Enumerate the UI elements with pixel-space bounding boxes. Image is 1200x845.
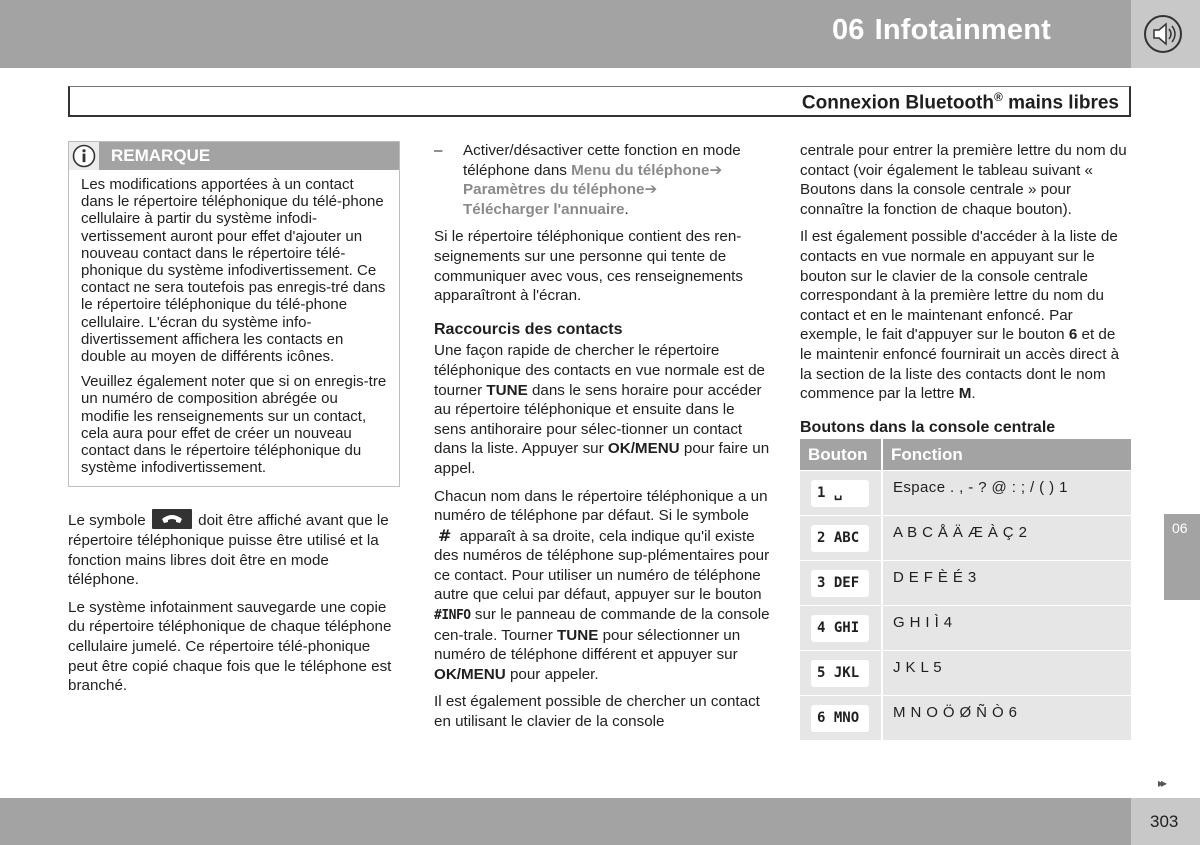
- note-body: [69, 170, 399, 486]
- text: sur le panneau de commande de la console cen-trale. Tourner: [434, 606, 770, 644]
- chapter-tab[interactable]: [1164, 514, 1200, 600]
- paragraph: centrale pour entrer la première lettre du nom du contact (voir également le tableau suivant « Boutons dans la console centrale » pour connaître la fonction de chaque bouton).: [800, 142, 1127, 218]
- note-paragraph: Les modifications apportées à un contact dans le répertoire téléphonique du télé-phone cellulaire à partir du système infodi-vertissement auront pour effet d'ajouter un nouveau contact dans le répertoire télé-phonique du système infodivertissement. Ce contact ne sera toutefois pas enregis-tré dans le répertoire téléphonique du télé-phone cellulaire. L'écran du système info-divertissement affichera les contacts en double au moyen de différents icônes.: [81, 176, 386, 366]
- button-cell: [800, 605, 882, 650]
- page-number: 303: [1150, 812, 1179, 831]
- keypad-key-6: 6 MNO: [811, 705, 869, 732]
- paragraph: [434, 487, 770, 685]
- column-1: [68, 141, 400, 704]
- chapter-number: 06: [831, 14, 865, 46]
- paragraph: [434, 341, 770, 478]
- column-header-function: Fonction: [882, 439, 1131, 470]
- keypad-key-5: 5 JKL: [811, 660, 869, 687]
- text: pour faire un appel.: [434, 440, 770, 477]
- function-cell: Espace . , - ? @ : ; / ( ) 1: [882, 470, 1131, 515]
- tune-term: TUNE: [556, 626, 599, 644]
- section-title-end: mains libres: [1002, 92, 1119, 114]
- table-heading: Boutons dans la console centrale: [800, 418, 1056, 436]
- tune-term: TUNE: [486, 381, 528, 399]
- info-icon: [72, 144, 96, 168]
- table-row: [800, 650, 1131, 695]
- hash-icon: #: [438, 525, 452, 545]
- text: Chacun nom dans le répertoire téléphonique a un numéro de téléphone par défaut. Si le symbole: [434, 487, 768, 525]
- text: Une façon rapide de chercher le répertoire téléphonique des contacts en vue normale est de tourner: [434, 342, 765, 399]
- keypad-key-2: 2 ABC: [811, 525, 869, 552]
- menu-path-2: Paramètres du téléphone: [463, 181, 645, 199]
- period: .: [624, 200, 629, 218]
- table-row: [800, 605, 1131, 650]
- letter-m-term: M: [958, 385, 972, 403]
- function-cell: M N O Ö Ø Ñ Ò 6: [882, 695, 1131, 740]
- paragraph: Si le répertoire téléphonique contient des ren-seignements sur une personne qui tente de communiquer avec vous, ces renseignements apparaîtront à l'écran.: [434, 228, 743, 305]
- section-title-main: Connexion Bluetooth: [801, 92, 994, 114]
- note-box: [68, 141, 400, 487]
- table-row: [800, 470, 1131, 515]
- section-header: [68, 86, 1131, 117]
- info-button-icon: #INFO: [434, 608, 471, 624]
- list-item: [434, 141, 770, 219]
- chapter-icon-box: [1131, 0, 1200, 68]
- text: pour appeler.: [509, 665, 599, 683]
- button-cell: [800, 695, 882, 740]
- text: pour sélectionner un numéro de téléphone différent et appuyer sur: [434, 626, 741, 664]
- keypad-key-1: 1 ␣: [811, 480, 869, 507]
- list-item-text: Activer/désactiver cette fonction en mode téléphone dans: [463, 142, 741, 179]
- section-title: [802, 90, 1119, 114]
- function-cell: J K L 5: [882, 650, 1131, 695]
- text: apparaît à sa droite, cela indique qu'il existe des numéros de téléphone sup-plémentaires pour ce contact. Pour utiliser un numéro de téléphone autre que celui par défaut, appuyer sur le bouton: [434, 527, 770, 604]
- okmenu-term: OK/MENU: [434, 665, 506, 683]
- note-paragraph: Veuillez également noter que si on enregis-tre un numéro de composition abrégée ou modifie les renseignements sur un contact, cela aura pour effet de créer un nouveau contact dans le répertoire téléphonique du système infodivertissement.: [81, 373, 387, 477]
- chapter-header-bar: [0, 0, 1131, 68]
- symbol-paragraph: [68, 509, 400, 589]
- table-row: [800, 695, 1131, 740]
- table-row: [800, 560, 1131, 605]
- paragraph: Le système infotainment sauvegarde une copie du répertoire téléphonique de chaque téléphone cellulaire jumelé. Ce répertoire télé-phonique peut être copié chaque fois que le téléphone est branché.: [68, 598, 392, 695]
- function-cell: D E F È É 3: [882, 560, 1131, 605]
- chapter-title: [832, 14, 1051, 47]
- column-2: [434, 141, 770, 740]
- symbol-text-before: Le symbole: [68, 512, 146, 530]
- button-cell: [800, 650, 882, 695]
- chapter-name: Infotainment: [874, 14, 1051, 46]
- footer-bar: [0, 798, 1131, 845]
- note-header: [69, 142, 399, 170]
- table-header-row: [800, 439, 1131, 470]
- paragraph: [800, 227, 1131, 403]
- registered-mark: ®: [993, 90, 1003, 104]
- subheading-shortcuts: Raccourcis des contacts: [434, 320, 623, 338]
- text: .: [971, 385, 976, 403]
- text: et de le maintenir enfoncé fournirait un accès direct à la section de la liste des contacts dont le nom commence par la lettre: [800, 326, 1120, 403]
- info-icon-box: [69, 142, 99, 170]
- paragraph: Il est également possible de chercher un contact en utilisant le clavier de la console: [434, 693, 760, 731]
- function-cell: A B C Å Ä Æ À Ç 2: [882, 515, 1131, 560]
- buttons-table: [800, 439, 1131, 741]
- arrow-right-icon: ➔: [644, 181, 658, 199]
- menu-path-1: Menu du téléphone: [571, 161, 710, 179]
- keypad-key-3: 3 DEF: [811, 570, 869, 597]
- continue-arrows-icon: ▸▸: [1158, 776, 1165, 790]
- dash-bullet: –: [434, 142, 443, 159]
- column-header-button: Bouton: [800, 439, 882, 470]
- column-3: [800, 141, 1131, 741]
- button-cell: [800, 515, 882, 560]
- page-number-box: [1131, 798, 1200, 845]
- keypad-key-4: 4 GHI: [811, 615, 869, 642]
- key-6-term: 6: [1068, 326, 1078, 344]
- okmenu-term: OK/MENU: [607, 440, 680, 458]
- button-cell: [800, 470, 882, 515]
- arrow-right-icon: ➔: [709, 161, 723, 179]
- symbol-text-after: doit être affiché avant que le répertoire téléphonique puisse être utilisé et la fonction mains libres doit être en mode téléphone.: [68, 512, 389, 589]
- phone-symbol: [152, 509, 192, 529]
- text: Il est également possible d'accéder à la liste de contacts en vue normale en appuyant sur le bouton sur le clavier de la console centrale correspondant à la première lettre du nom du contact et en le maintenant enfoncé. Par exemple, le fait d'appuyer sur le bouton: [800, 228, 1118, 344]
- speaker-icon: [1143, 14, 1183, 54]
- table-row: [800, 515, 1131, 560]
- phone-handset-icon: [161, 513, 183, 525]
- button-cell: [800, 560, 882, 605]
- function-cell: G H I Ì 4: [882, 605, 1131, 650]
- text: dans le sens horaire pour accéder au répertoire téléphonique et ensuite dans le sens antihoraire pour sélec-tionner un contact dans la liste. Appuyer sur: [434, 381, 762, 458]
- chapter-tab-label: 06: [1172, 520, 1188, 536]
- note-label: REMARQUE: [111, 146, 211, 165]
- menu-path-3: Télécharger l'annuaire: [463, 200, 625, 218]
